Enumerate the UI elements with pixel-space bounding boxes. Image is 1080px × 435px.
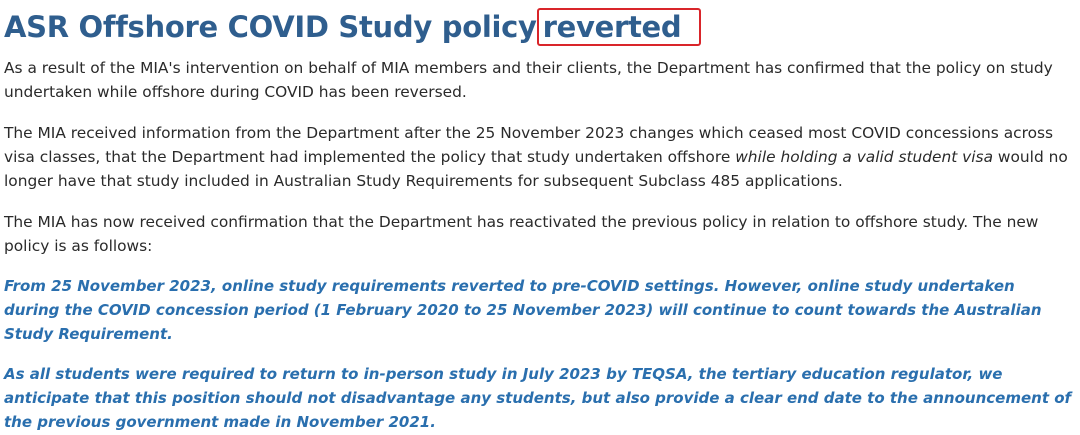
paragraph-background-text-2: would no longer have that study included in Australian Study Requirements for subsequent Subclass 485 applications.	[4, 148, 1068, 190]
paragraph-background	[4, 121, 1072, 193]
paragraph-confirmation: The MIA has now received confirmation that the Department has reactivated the previous policy in relation to offshore study. The new policy is as follows:	[4, 213, 1039, 255]
title-main: ASR Offshore COVID Study policy	[4, 10, 537, 44]
paragraph-background-italic: while holding a valid student visa	[735, 148, 994, 166]
paragraph-background-text-1: The MIA received information from the Department after the 25 November 2023 changes which ceased most COVID concessions across visa classes, that the Department had implemented the policy that study undertaken offshore	[4, 124, 1054, 166]
page-title	[4, 8, 1072, 46]
policy-quote-2: As all students were required to return to in-person study in July 2023 by TEQSA, the tertiary education regulator, we anticipate that this position should not disadvantage any students, but also provide a clear end date to the announcement of the previous government made in November 2021.	[4, 365, 1072, 431]
policy-quote-1: From 25 November 2023, online study requirements reverted to pre-COVID settings. However, online study undertaken during the COVID concession period (1 February 2020 to 25 November 2023) will continue to count towards the Australian Study Requirement.	[4, 277, 1042, 343]
paragraph-intro: As a result of the MIA's intervention on behalf of MIA members and their clients, the Department has confirmed that the policy on study undertaken while offshore during COVID has been reversed.	[4, 59, 1053, 101]
title-highlight: reverted	[537, 8, 702, 46]
